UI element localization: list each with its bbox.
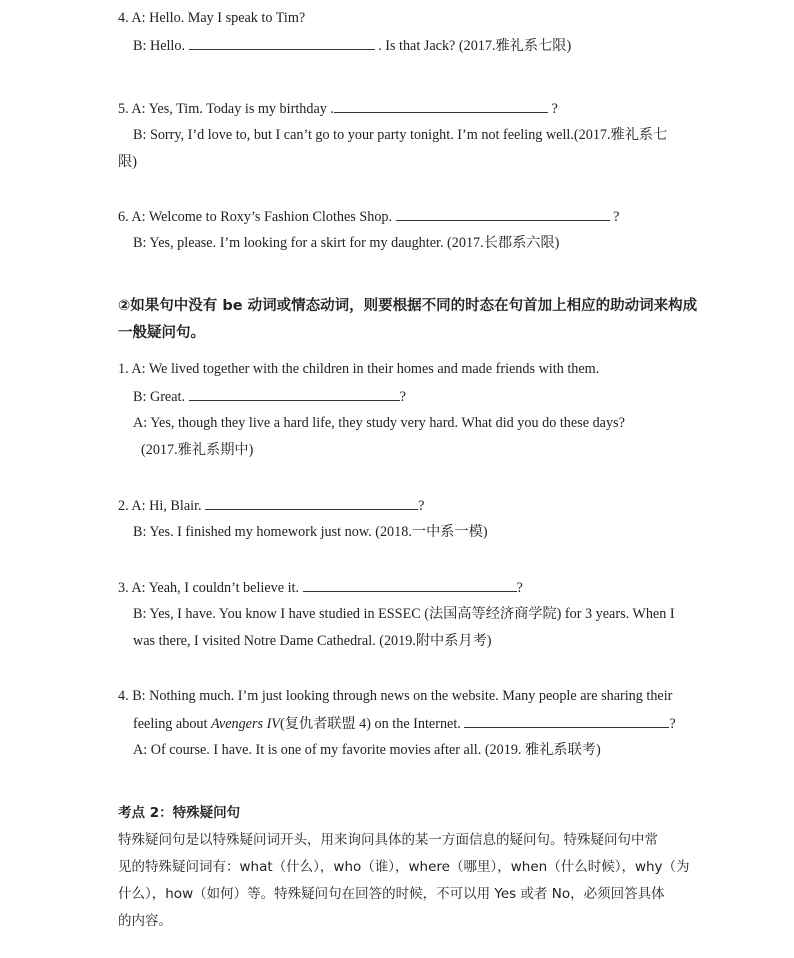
q4-line-a: 4. A: Hello. May I speak to Tim? bbox=[118, 10, 306, 26]
p2-q1-line4: (2017.雅礼系期中) bbox=[141, 442, 254, 458]
answer-blank[interactable] bbox=[205, 495, 418, 510]
p2-q1-line3: A: Yes, though they live a hard life, they study very hard. What did you do these days? bbox=[133, 415, 625, 431]
q6-line-b: B: Yes, please. I’m looking for a skirt for my daughter. (2017.长郡系六限) bbox=[133, 235, 560, 251]
q5-line-c: 限) bbox=[118, 154, 137, 170]
p2-q4-line1: 4. B: Nothing much. I’m just looking through news on the website. Many people are sharing their bbox=[118, 688, 673, 704]
p2-q2-line2: B: Yes. I finished my homework just now. (2018.一中系一模) bbox=[133, 524, 488, 540]
p2-q3-line3: was there, I visited Notre Dame Cathedral. (2019.附中系月考) bbox=[133, 633, 492, 649]
q5-line-a: 5. A: Yes, Tim. Today is my birthday . ? bbox=[118, 98, 558, 119]
q6-line-a: 6. A: Welcome to Roxy’s Fashion Clothes Shop. ? bbox=[118, 206, 619, 227]
p2-q4-line3: A: Of course. I have. It is one of my favorite movies after all. (2019. 雅礼系联考) bbox=[133, 742, 601, 758]
p2-q2-line1: 2. A: Hi, Blair. ? bbox=[118, 495, 424, 516]
p2-q1-line1: 1. A: We lived together with the children in their homes and made friends with them. bbox=[118, 361, 600, 377]
p2-q4-line2: feeling about Avengers IV(复仇者联盟 4) on the Internet. ? bbox=[133, 713, 676, 734]
q5-line-b: B: Sorry, I’d love to, but I can’t go to your party tonight. I’m not feeling well.(2017.雅礼系七 bbox=[133, 127, 668, 143]
kaodian2-para-line2: 见的特殊疑问词有：what（什么），who（谁），where（哪里），when（什么时候），why（为 bbox=[118, 859, 690, 875]
kaodian2-para-line3: 什么），how（如何）等。特殊疑问句在回答的时候，不可以用 Yes 或者 No，必须回答具体 bbox=[118, 886, 665, 902]
answer-blank[interactable] bbox=[464, 713, 669, 728]
answer-blank[interactable] bbox=[334, 98, 548, 113]
answer-blank[interactable] bbox=[396, 206, 610, 221]
answer-blank[interactable] bbox=[189, 35, 375, 50]
q4-line-b: B: Hello. . Is that Jack? (2017.雅礼系七限) bbox=[133, 35, 571, 56]
p2-q3-line2: B: Yes, I have. You know I have studied in ESSEC (法国高等经济商学院) for 3 years. When I bbox=[133, 606, 675, 622]
p2-q1-line2: B: Great. ? bbox=[133, 386, 406, 407]
answer-blank[interactable] bbox=[189, 386, 400, 401]
answer-blank[interactable] bbox=[303, 577, 517, 592]
movie-title: Avengers IV bbox=[211, 716, 280, 732]
rule2-line1: ②如果句中没有 be 动词或情态动词，则要根据不同的时态在句首加上相应的助动词来构成 bbox=[118, 298, 698, 314]
p2-q3-line1: 3. A: Yeah, I couldn’t believe it. ? bbox=[118, 577, 523, 598]
kaodian2-para-line1: 特殊疑问句是以特殊疑问词开头，用来询问具体的某一方面信息的疑问句。特殊疑问句中常 bbox=[118, 832, 658, 848]
kaodian2-title: 考点 2：特殊疑问句 bbox=[118, 805, 241, 821]
kaodian2-para-line4: 的内容。 bbox=[118, 913, 172, 929]
rule2-line2: 一般疑问句。 bbox=[118, 325, 205, 341]
